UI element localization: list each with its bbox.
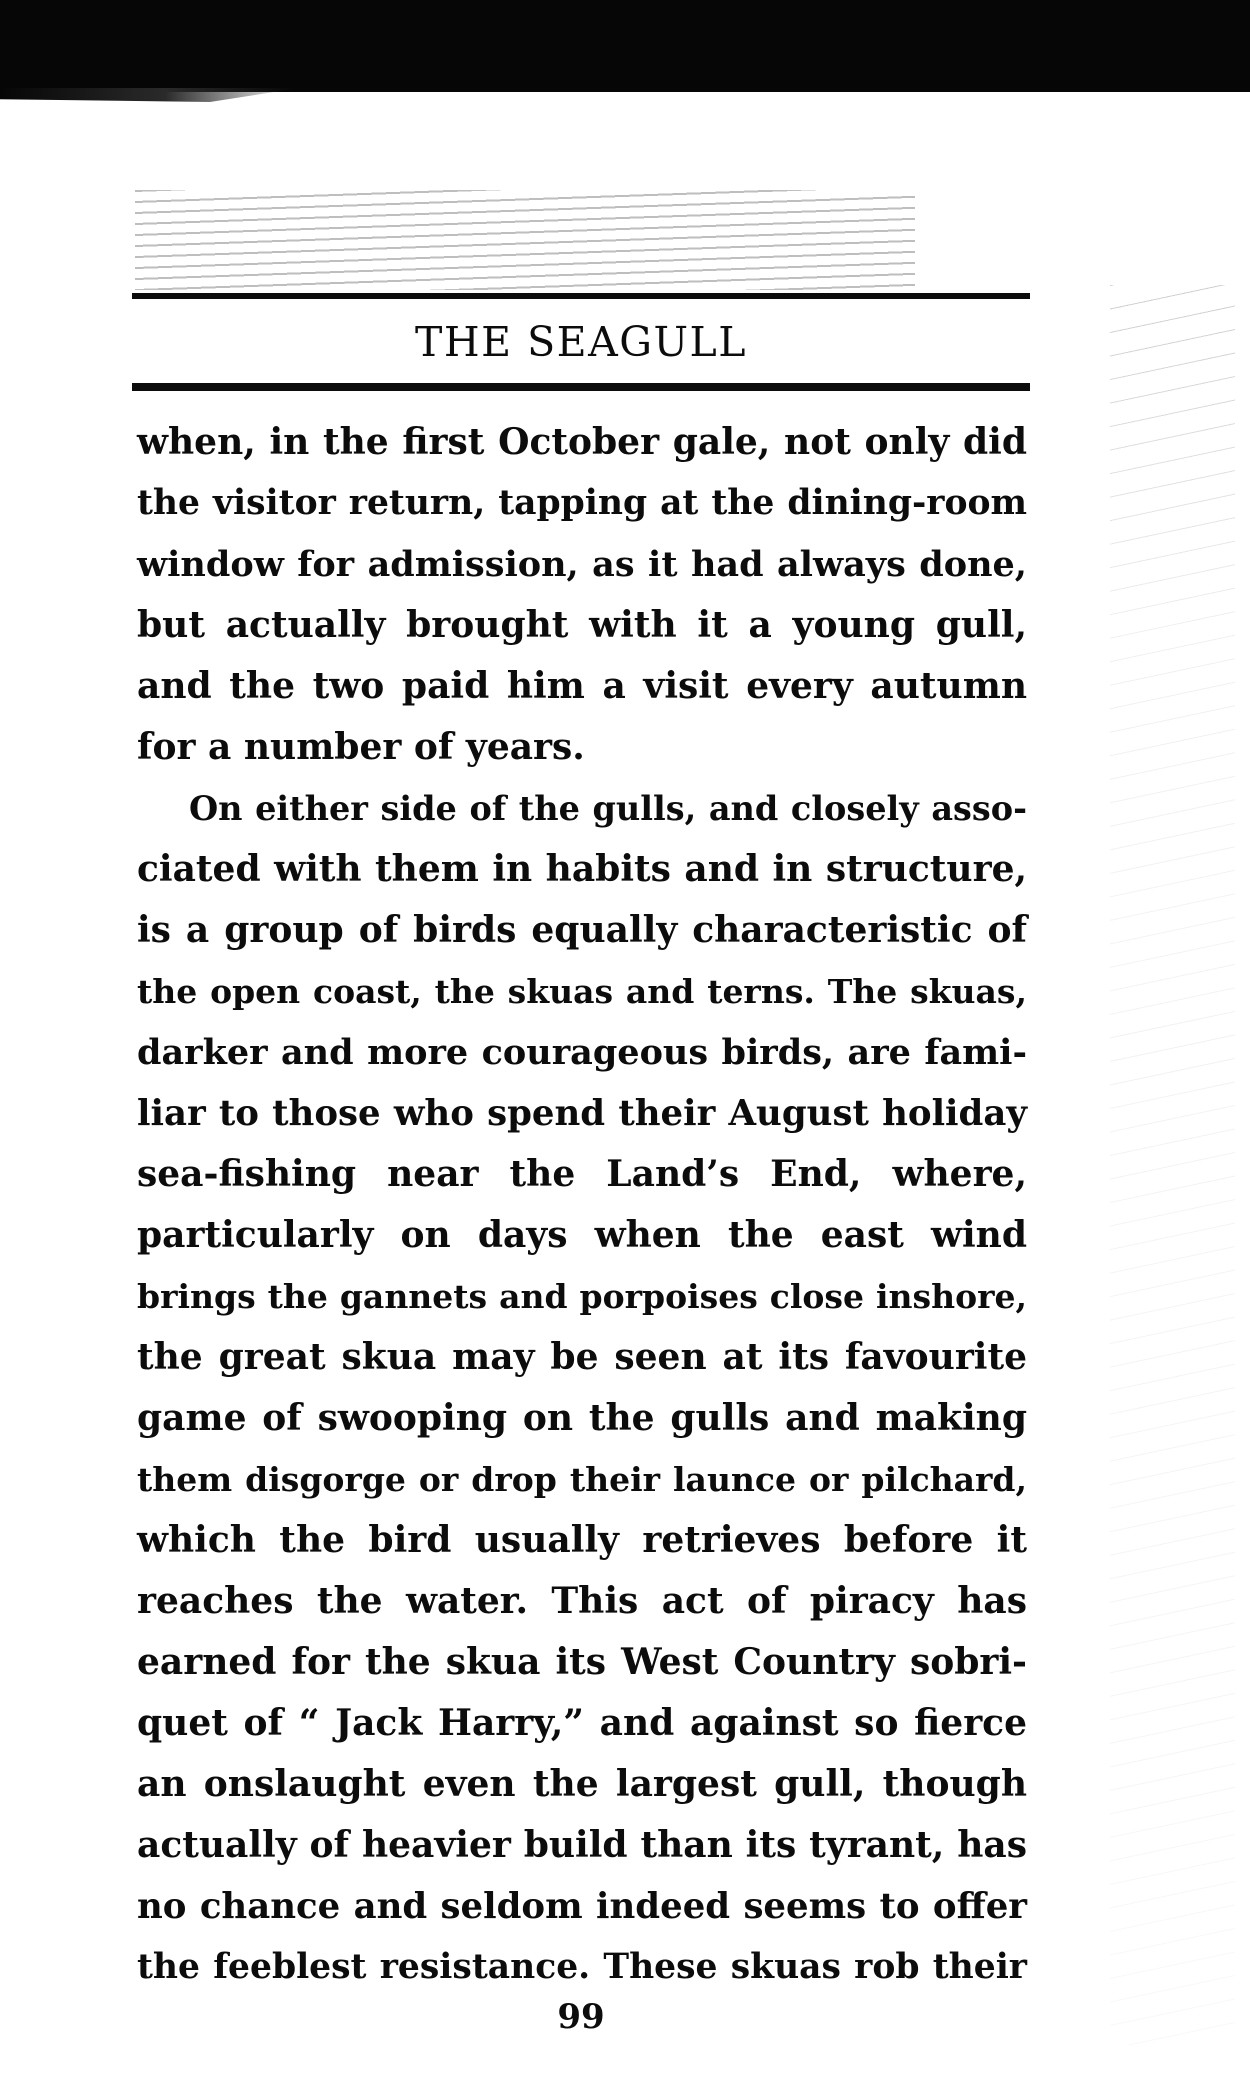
text-line: the great skua may be seen at its favourite [137,1336,1027,1378]
text-line: an onslaught even the largest gull, though [137,1763,1027,1805]
text-line: but actually brought with it a young gull, [137,604,1027,646]
text-line: particularly on days when the east wind [137,1214,1027,1256]
text-line: quet of “ Jack Harry,” and against so fierce [137,1702,1027,1744]
text-line: the visitor return, tapping at the dining-room [137,483,1027,523]
text-line: no chance and seldom indeed seems to offer [137,1886,1027,1927]
text-line: is a group of birds equally characteristic of [137,909,1027,951]
bleed-through-smudge [135,190,915,290]
text-line: game of swooping on the gulls and making [137,1397,1027,1439]
running-head: THE SEAGULL [415,318,747,366]
scan-top-band [0,0,1250,92]
text-line: when, in the first October gale, not only did [137,421,1027,463]
scan-band-edge [0,88,300,102]
text-line: earned for the skua its West Country sobri- [137,1641,1027,1683]
text-line: the open coast, the skuas and terns. The skuas, [137,972,1027,1011]
text-line: ciated with them in habits and in structure, [137,848,1027,890]
text-line: darker and more courageous birds, are fami- [137,1032,1027,1073]
text-line: liar to those who spend their August holiday [137,1093,1027,1134]
text-line: reaches the water. This act of piracy has [137,1580,1027,1622]
text-line: window for admission, as it had always done, [137,544,1027,585]
page-number: 99 [557,1997,605,2037]
body-text [137,412,1027,1998]
margin-speckle [1110,285,1235,2045]
header-rule-bottom [132,383,1030,391]
header-rule-top [132,293,1030,299]
text-line: for a number of years. [137,726,585,768]
text-line: and the two paid him a visit every autumn [137,665,1027,707]
text-line: brings the gannets and porpoises close inshore, [137,1277,1027,1316]
text-line: sea-fishing near the Land’s End, where, [137,1153,1027,1195]
text-line: the feeblest resistance. These skuas rob their [137,1947,1027,1987]
text-line: On either side of the gulls, and closely asso- [189,789,1027,828]
text-line: actually of heavier build than its tyrant, has [137,1824,1027,1866]
text-line: them disgorge or drop their launce or pilchard, [137,1460,1027,1499]
text-line: which the bird usually retrieves before it [137,1519,1027,1561]
